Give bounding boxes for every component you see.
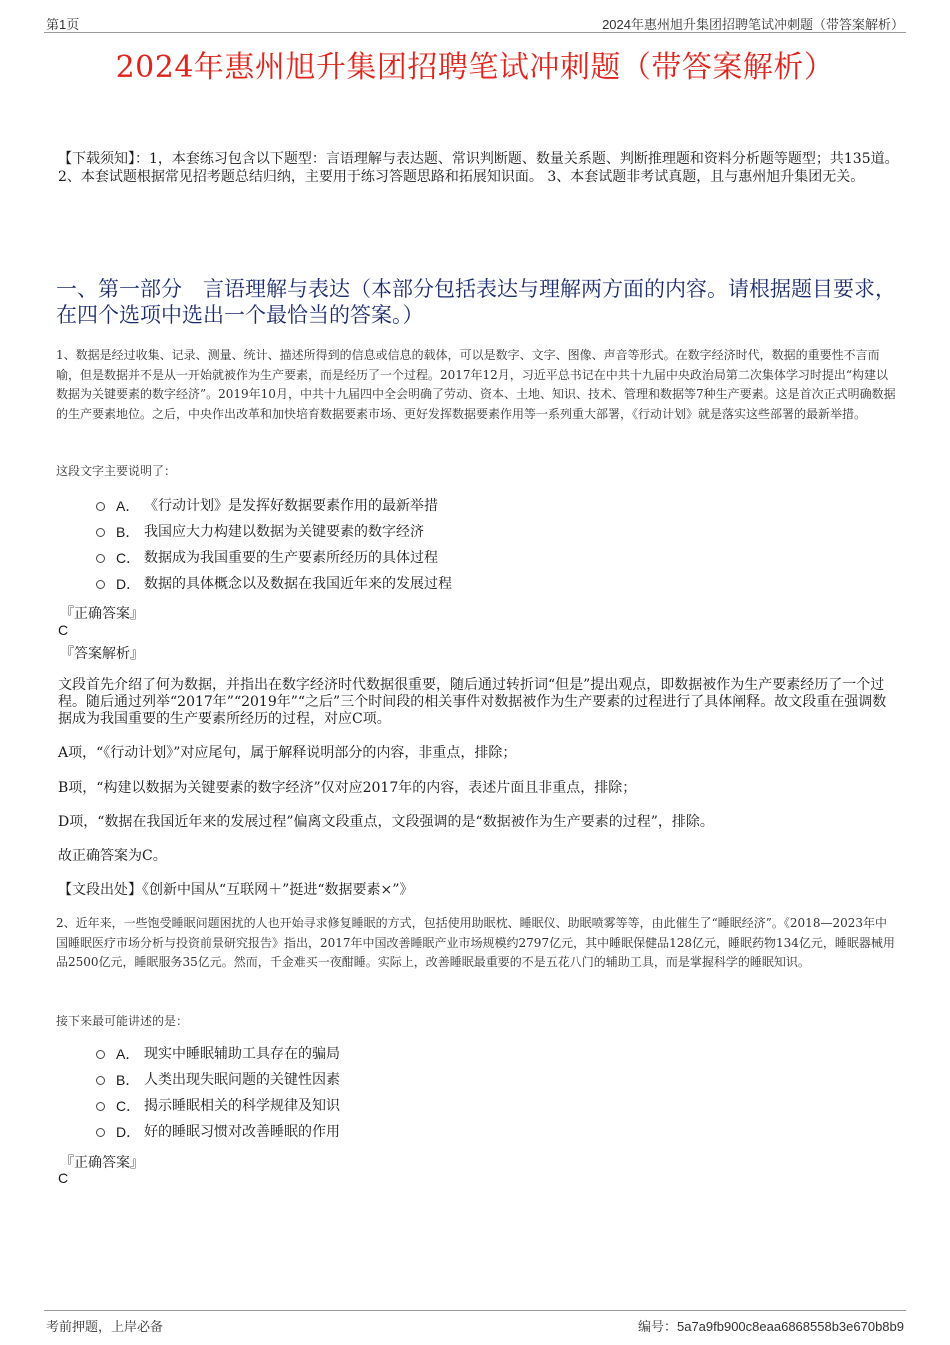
question-1-answer: C <box>58 622 69 638</box>
section-heading: 一、第一部分 言语理解与表达（本部分包括表达与理解两方面的内容。请根据题目要求，在四个选项中选出一个最恰当的答案。） <box>56 277 896 327</box>
radio-icon[interactable] <box>96 528 105 537</box>
question-2-answer: C <box>58 1170 69 1186</box>
running-title: 2024年惠州旭升集团招聘笔试冲刺题（带答案解析） <box>602 17 904 32</box>
document-code: 编号：5a7a9fb900c8eaa6868558b3e670b8b9 <box>637 1319 904 1335</box>
question-1-analysis-label: 『答案解析』 <box>60 646 144 662</box>
radio-icon[interactable] <box>96 1076 105 1085</box>
question-1-answer-label: 『正确答案』 <box>60 606 144 622</box>
radio-icon[interactable] <box>96 1050 105 1059</box>
question-2-passage: 2、近年来，一些饱受睡眠问题困扰的人也开始寻求修复睡眠的方式，包括使用助眠枕、睡眠仪、助眠喷雾等等，由此催生了“睡眠经济”。《2018—2023年中国睡眠医疗市场分析与投资前景研究报告》指出，2017年中国改善睡眠产业市场规模约2797亿元，其中睡眠保健品128亿元，睡眠药物134亿元，睡眠器械用品2500亿元，睡眠服务35亿元。然而，千金难买一夜酣睡。实际上，改善睡眠最重要的不是五花八门的辅助工具，而是掌握科学的睡眠知识。 <box>56 916 895 969</box>
radio-icon[interactable] <box>96 1102 105 1111</box>
radio-icon[interactable] <box>96 1128 105 1137</box>
radio-icon[interactable] <box>96 502 105 511</box>
download-notice: 【下载须知】：1，本套练习包含以下题型：言语理解与表达题、常识判断题、数量关系题、判断推理题和资料分析题等题型；共135道。 2、本套试题根据常见招考题总结归纳，主要用于练习答题思路和拓展知识面。 3、本套试题非考试真题，且与惠州旭升集团无关。 <box>58 151 899 185</box>
document-title: 2024年惠州旭升集团招聘笔试冲刺题（带答案解析） <box>115 50 835 85</box>
page-number: 第1页 <box>46 17 80 32</box>
question-2-answer-label: 『正确答案』 <box>60 1155 144 1171</box>
radio-icon[interactable] <box>96 580 105 589</box>
question-1-prompt: 这段文字主要说明了： <box>56 464 177 478</box>
analysis-option-b: B项，“构建以数据为关键要素的数字经济”仅对应2017年的内容，表述片面且非重点，排除； <box>58 780 637 796</box>
header-divider <box>44 32 906 33</box>
question-2-prompt: 接下来最可能讲述的是： <box>56 1014 189 1028</box>
analysis-conclusion: 故正确答案为C。 <box>58 848 167 864</box>
analysis-option-d: D项，“数据在我国近年来的发展过程”偏离文段重点，文段强调的是“数据被作为生产要素的过程”，排除。 <box>58 814 714 830</box>
footer-divider <box>44 1310 906 1311</box>
footer-slogan: 考前押题，上岸必备 <box>46 1320 164 1335</box>
analysis-source: 【文段出处】《创新中国从“互联网＋”挺进“数据要素×”》 <box>58 882 414 898</box>
analysis-paragraph: 文段首先介绍了何为数据，并指出在数字经济时代数据很重要，随后通过转折词“但是”提出观点，即数据被作为生产要素经历了一个过程。随后通过列举“2017年”“2019年”“之后”三个时间段的相关事件对数据被作为生产要素的过程进行了具体阐释。故文段重在强调数据成为我国重要的生产要素所经历的过程，对应C项。 <box>58 677 887 727</box>
radio-icon[interactable] <box>96 554 105 563</box>
question-1-passage: 1、数据是经过收集、记录、测量、统计、描述所得到的信息或信息的载体，可以是数字、文字、图像、声音等形式。在数字经济时代，数据的重要性不言而喻，但是数据并不是从一开始就被作为生产要素，而是经历了一个过程。2017年12月，习近平总书记在中共十九届中央政治局第二次集体学习时提出“构建以数据为关键要素的数字经济”。2019年10月，中共十九届四中全会明确了劳动、资本、土地、知识、技术、管理和数据等7种生产要素。这是首次正式明确数据的生产要素地位。之后，中央作出改革和加快培育数据要素市场、更好发挥数据要素作用等一系列重大部署，《行动计划》就是落实这些部署的最新举措。 <box>56 348 896 421</box>
analysis-option-a: A项，“《行动计划》”对应尾句，属于解释说明部分的内容，非重点，排除； <box>58 745 517 761</box>
